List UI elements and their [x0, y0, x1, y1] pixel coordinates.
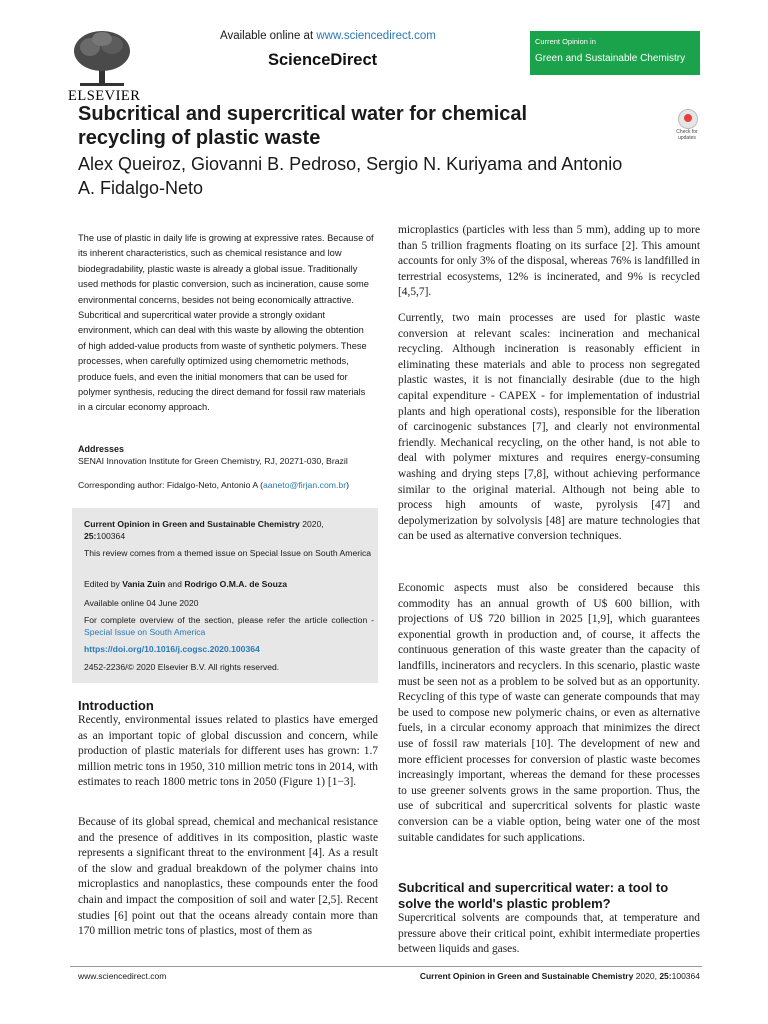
publisher-name: ELSEVIER	[68, 88, 141, 104]
right-paragraph-4: Supercritical solvents are compounds that, at temperature and pressure above their critical point, exhibit intermediate properties between liquids and gases.	[398, 912, 700, 956]
address-line: SENAI Innovation Institute for Green Chemistry, RJ, 20271-030, Brazil	[78, 456, 348, 466]
corresponding-suffix: )	[346, 480, 350, 490]
edited-prefix: Edited by	[84, 579, 123, 589]
journal-badge-top: Current Opinion in	[535, 37, 596, 46]
citation-journal: Current Opinion in Green and Sustainable Chemistry	[84, 519, 300, 529]
footer-journal: Current Opinion in Green and Sustainable Chemistry	[419, 971, 634, 981]
corresponding-author	[78, 480, 349, 490]
infobox-editors	[84, 578, 374, 590]
collection-link[interactable]: Special Issue on South America	[84, 627, 206, 638]
available-online	[220, 30, 436, 42]
right-paragraph-3: Economic aspects must also be considered because this commodity has an annual growth of U$ 600 billion, with projections of U$ 720 billion in 2025 [1,9], which guarantees exponential growth in production and, of course, it affects the continuous generation of this waste greater than the capacity of landfills, incinerators and recyclers. In this scenario, plastic waste must be seen not as a problem to be solved but as an opportunity. Recycling of this type of waste can generate compounds that may be used to compose new polymeric chains, or even as alternative fuels, in a circular economy approach that minimizes the direct use of fossil raw materials [10]. The development of new and more efficient processes for conversion of plastic waste becomes increasingly important, whereas the demand for these processes to use greener solvents grows in the same proportion. Thus, the use of subcritical and supercritical solvents for plastic waste conversion can be a viable option, being water one of the most suitable candidates for such applications.	[398, 582, 700, 844]
editor-1: Vania Zuin	[122, 579, 166, 589]
intro-paragraph-2: Because of its global spread, chemical and mechanical resistance and the presence of additives in its composition, plastic waste represents a significant threat to the environment [4]. As a result of the slow and gradual breakdown of the polymer chains into microplastics and nanoplastics, these compounds enter the food chain and impact the composition of soil and water [2,5]. Recent studies [6] point out that the oceans already contain more than 170 million metric tons of plastics, most of them as	[78, 816, 378, 938]
infobox-themed: This review comes from a themed issue on Special Issue on South America	[84, 548, 372, 558]
editor-2: Rodrigo O.M.A. de Souza	[184, 579, 287, 589]
corresponding-email-link[interactable]: aaneto@firjan.com.br	[262, 480, 347, 490]
check-for-updates-label: Check for updates	[676, 129, 698, 141]
section-heading-supercritical: Subcritical and supercritical water: a tool to solve the world's plastic problem?	[398, 880, 669, 911]
available-prefix: Available online at	[220, 30, 317, 42]
corresponding-prefix: Corresponding author: Fidalgo-Neto, Antonio A (	[78, 480, 263, 490]
citation-year: 2020,	[299, 519, 324, 529]
citation-volume: 25:	[84, 531, 97, 542]
article-title: Subcritical and supercritical water for chemical recycling of plastic waste	[78, 103, 528, 149]
check-for-updates-icon	[678, 109, 698, 129]
footer-number: 100364	[671, 971, 700, 981]
infobox-citation	[84, 518, 374, 543]
infobox-doi	[84, 643, 374, 655]
journal-badge-name: Green and Sustainable Chemistry	[535, 53, 686, 64]
check-for-updates-badge[interactable]	[671, 107, 703, 143]
footer-left: www.sciencedirect.com	[78, 971, 167, 981]
infobox-issn: 2452-2236/© 2020 Elsevier B.V. All rights reserved.	[84, 662, 280, 672]
introduction-heading: Introduction	[78, 698, 154, 713]
editors-and: and	[165, 579, 185, 589]
article-authors: Alex Queiroz, Giovanni B. Pedroso, Sergio N. Kuriyama and Antonio A. Fidalgo-Neto	[78, 154, 623, 198]
elsevier-tree-logo	[70, 29, 134, 91]
footer-divider	[70, 966, 702, 967]
infobox-available: Available online 04 June 2020	[84, 598, 199, 608]
footer-citation	[420, 971, 700, 981]
citation-number: 100364	[96, 531, 126, 542]
sciencedirect-link[interactable]: www.sciencedirect.com	[316, 30, 436, 42]
addresses-heading: Addresses	[78, 444, 125, 454]
intro-paragraph-1: Recently, environmental issues related to plastics have emerged as an important topic of global discussion and concern, while production of plastic materials for different uses has grown: 1.7 million metric tons in 1950, 310 million metric tons in 2014, with estimates to reach 1800 metric tons in 2050 (Figure 1) [1−3].	[78, 714, 378, 789]
sciencedirect-wordmark: ScienceDirect	[268, 51, 378, 69]
right-paragraph-1: microplastics (particles with less than 5 mm), adding up to more than 5 trillion fragments floating on its surface [2]. This amount accounts for only 3% of the disposal, whereas 76% is landfilled in terrestrial ecosystems, 12% is incinerated, and 9% is recycled [4,5,7].	[398, 224, 700, 299]
infobox-overview	[84, 614, 374, 639]
doi-link[interactable]: https://doi.org/10.1016/j.cogsc.2020.100364	[84, 644, 260, 654]
abstract: The use of plastic in daily life is growing at expressive rates. Because of its inherent characteristics, such as chemical resistance and low biodegradability, plastic waste is already a global issue. Traditionally used methods for plastic conversion, such as incineration, cause some environmental concerns, besides not being economically attractive. Subcritical and supercritical water provide a strongly oxidant environment, which can deal with this waste by allowing the obtention of high added-value products from waste of synthetic polymers. These processes, when carefully optimized using chemometric methods, produce fuels, and even the initial monomers that can be used for polymer synthesis, reducing the direct demand for fossil raw materials in a circular economy approach.	[78, 233, 374, 413]
journal-badge[interactable]	[530, 31, 700, 75]
overview-text: For complete overview of the section, please refer the article collection -	[84, 615, 374, 625]
footer-year: 2020,	[633, 971, 660, 981]
footer-volume: 25:	[659, 971, 672, 981]
right-paragraph-2: Currently, two main processes are used for plastic waste conversion at relevant scales: incineration and mechanical recycling. Although incineration is reasonably efficient in eliminating these materials and able to process non segregated plastic wastes, it is not financially desirable (due to the high capital expenditure - CAPEX - for implementation of industrial plants and high operational costs), responsible for the liberation of carcinogenic substances [7], and clearly not environmental friendly. Mechanical recycling, on the other hand, is not able to deal with polymer mixtures and requires energy-consuming washing and drying steps [7,8], without achieving performance similar to the original material. Although not being able to process high amounts of waste, pyrolysis [47] and depolymerization by solvolysis [48] are mature technologies that can be used as alternative conversion techniques.	[398, 312, 700, 543]
